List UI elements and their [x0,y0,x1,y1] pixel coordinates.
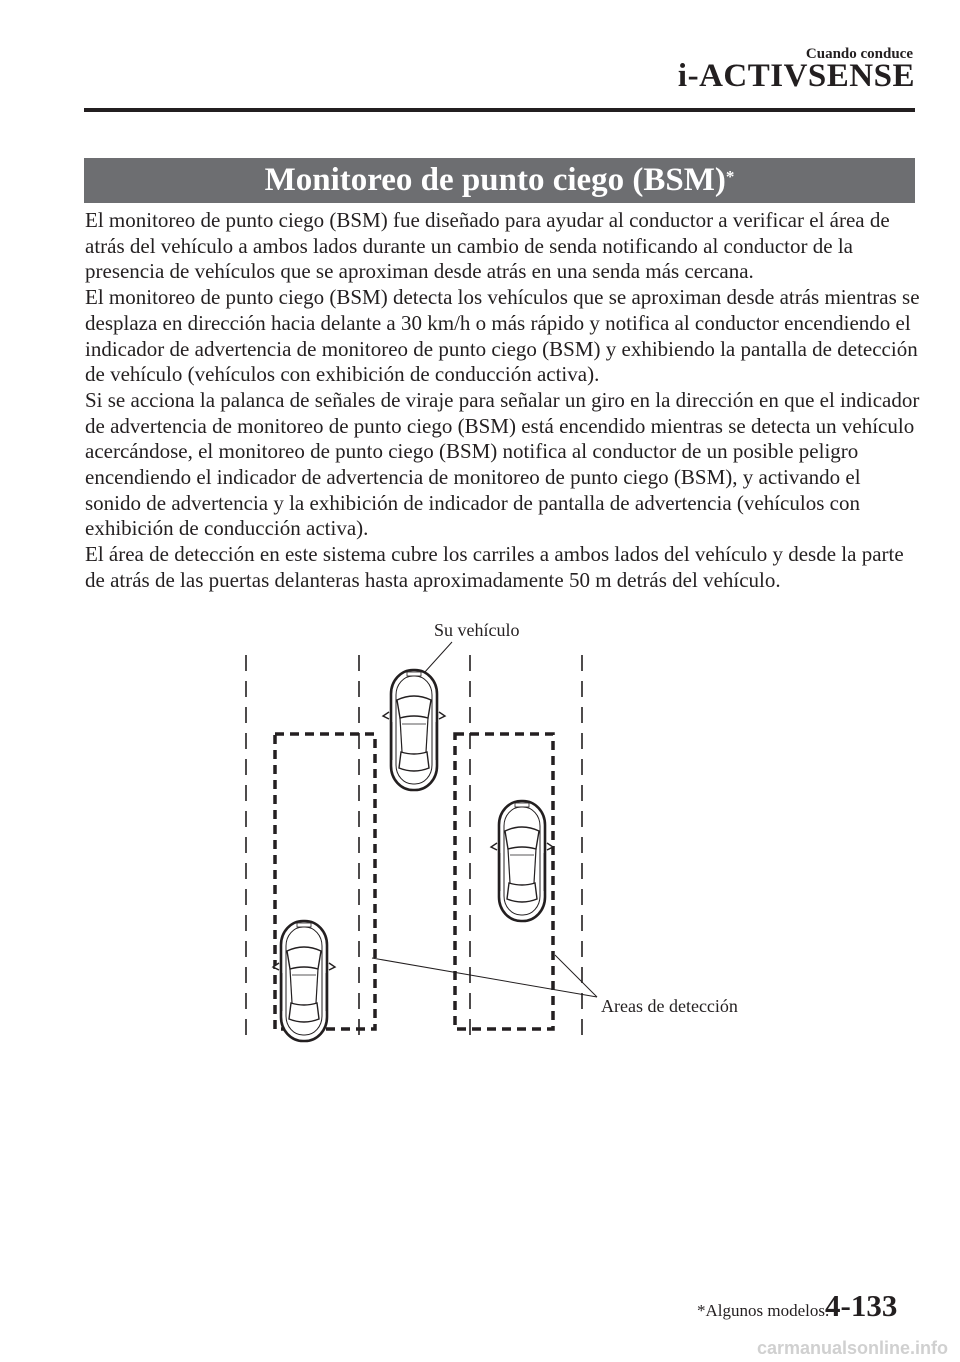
watermark: carmanualsonline.info [756,1338,948,1358]
footnote: *Algunos modelos. [697,1301,830,1320]
own-vehicle-leader-line [424,642,452,673]
page-number: 4-133 [825,1288,898,1323]
detection-areas-label: Areas de detección [601,996,738,1016]
header-title: i-ACTIVSENSE [677,58,915,94]
optional-feature-marker: * [725,166,735,186]
vehicle-left-lane [273,921,335,1041]
paragraph-purpose: El monitoreo de punto ciego (BSM) fue diseñado para ayudar al conductor a verificar el área de atrás del vehículo a ambos lados durante un cambio de senda notificando al conductor de la presencia de vehículos que se aproximan desde atrás en una senda más cercana. [85,208,890,284]
paragraph-detection: El monitoreo de punto ciego (BSM) detecta los vehículos que se aproximan desde atrás mientras se desplaza en dirección hacia delante a 30 km/h o más rápido y notifica al conductor encendiendo el indicador de advertencia de monitoreo de punto ciego (BSM) y exhibiendo la pantalla de detección de vehículo (vehículos con exhibición de conducción activa). [85,285,920,387]
header-section-label: Cuando conduce [805,46,913,62]
section-title: Monitoreo de punto ciego (BSM) [264,162,726,198]
paragraph-detection-area: El área de detección en este sistema cubre los carriles a ambos lados del vehículo y desde la parte de atrás de las puertas delanteras hasta aproximadamente 50 m detrás del vehículo. [85,542,904,592]
own-vehicle-label: Su vehículo [434,620,520,640]
vehicle-right-lane [491,801,553,921]
own-vehicle [383,670,445,790]
paragraph-warning: Si se acciona la palanca de señales de viraje para señalar un giro en la dirección en que el indicador de advertencia de monitoreo de punto ciego (BSM) está encendido mientras se detecta un vehículo acercándose, el monitoreo de punto ciego (BSM) notifica al conductor de un posible peligro encendiendo el indicador de advertencia de monitoreo de punto ciego (BSM), y activando el sonido de advertencia y la exhibición de indicador de pantalla de advertencia (vehículos con exhibición de conducción activa). [85,387,920,541]
